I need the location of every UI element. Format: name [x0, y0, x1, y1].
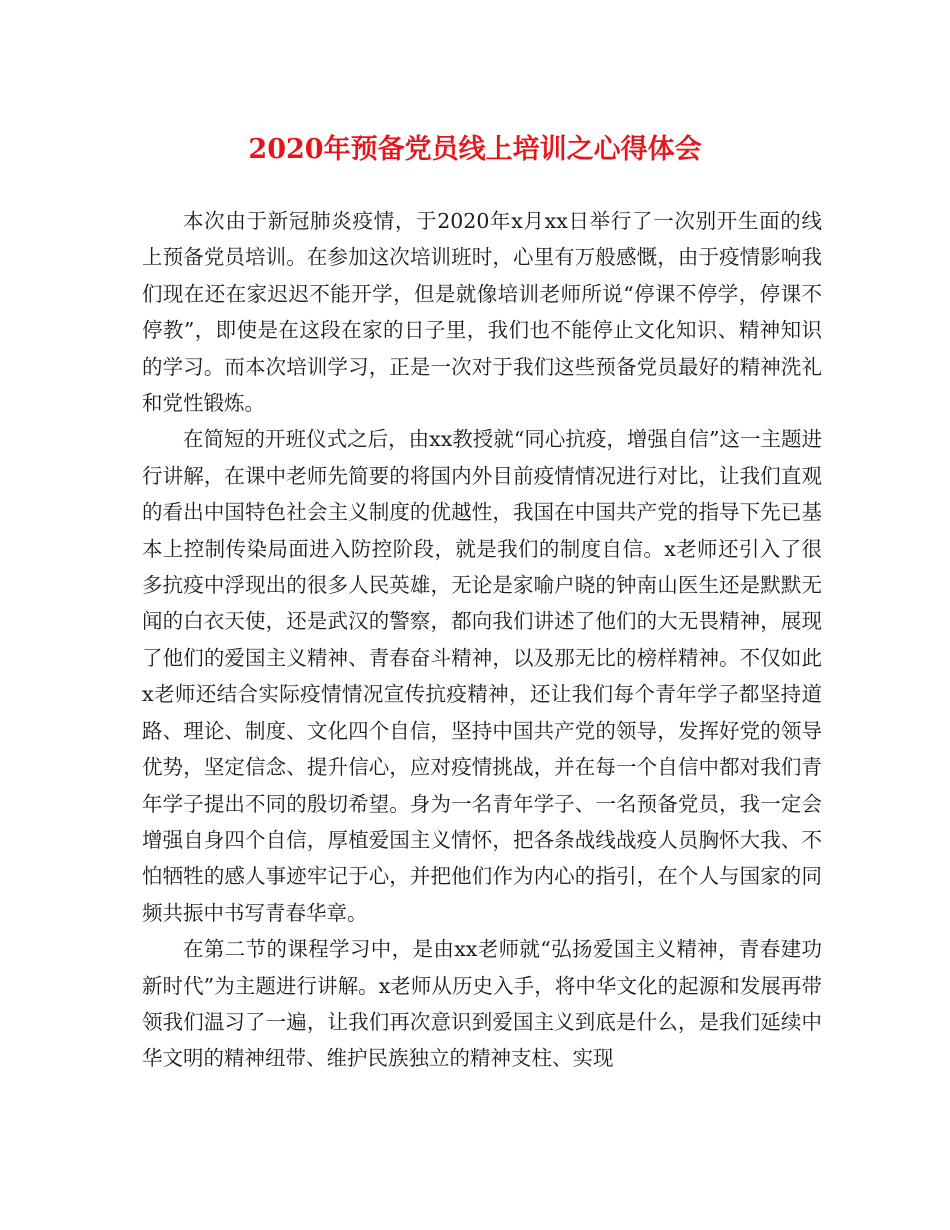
paragraph-2: 在简短的开班仪式之后，由xx教授就“同心抗疫，增强自信”这一主题进行讲解，在课中老师先简要的将国内外目前疫情情况进行对比，让我们直观的看出中国特色社会主义制度的优越性，我国在中国共产党的指导下先已基本上控制传染局面进入防控阶段，就是我们的制度自信。x老师还引入了很多抗疫中浮现出的很多人民英雄，无论是家喻户晓的钟南山医生还是默默无闻的白衣天使，还是武汉的警察，都向我们讲述了他们的大无畏精神，展现了他们的爱国主义精神、青春奋斗精神，以及那无比的榜样精神。不仅如此x老师还结合实际疫情情况宣传抗疫精神，还让我们每个青年学子都坚持道路、理论、制度、文化四个自信，坚持中国共产党的领导，发挥好党的领导优势，坚定信念、提升信心，应对疫情挑战，并在每一个自信中都对我们青年学子提出不同的殷切希望。身为一名青年学子、一名预备党员，我一定会增强自身四个自信，厚植爱国主义情怀，把各条战线战疫人员胸怀大我、不怕牺牲的感人事迹牢记于心，并把他们作为内心的指引，在个人与国家的同频共振中书写青春华章。: [142, 427, 822, 925]
document-title: 2020年预备党员线上培训之心得体会: [248, 134, 702, 165]
document-body: [142, 203, 822, 1077]
paragraph-3: 在第二节的课程学习中，是由xx老师就“弘扬爱国主义精神，青春建功新时代”为主题进行讲解。x老师从历史入手，将中华文化的起源和发展再带领我们温习了一遍，让我们再次意识到爱国主义到底是什么，是我们延续中华文明的精神纽带、维护民族独立的精神支柱、实现: [142, 937, 822, 1071]
paragraph-1: 本次由于新冠肺炎疫情，于2020年x月xx日举行了一次别开生面的线上预备党员培训。在参加这次培训班时，心里有万般感慨，由于疫情影响我们现在还在家迟迟不能开学，但是就像培训老师所说“停课不停学，停课不停教”，即使是在这段在家的日子里，我们也不能停止文化知识、精神知识的学习。而本次培训学习，正是一次对于我们这些预备党员最好的精神洗礼和党性锻炼。: [142, 209, 822, 416]
